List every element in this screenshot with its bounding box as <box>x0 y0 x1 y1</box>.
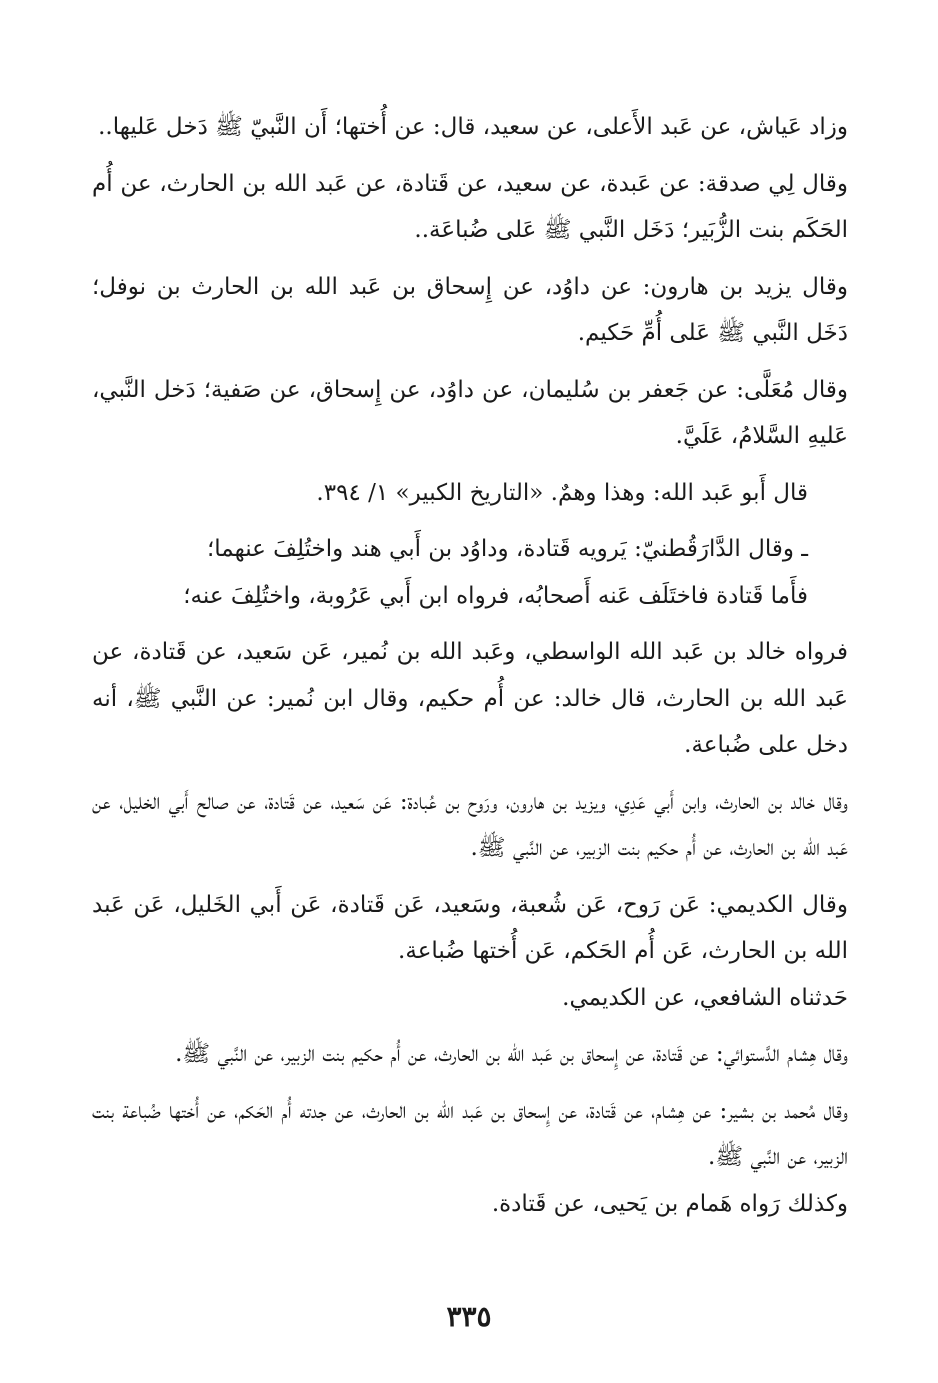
paragraph <box>92 1088 848 1228</box>
paragraph <box>92 882 848 1022</box>
paragraph-text: وقال يزيد بن هارون: عن داوُد، عن إِسحاق بن عَبد الله بن الحارث بن نوفل؛ دَخَل النَّبي ﷺ عَلى أُمِّ حَكيم. <box>92 273 848 346</box>
paragraph-text: وقال مُحمد بن بشير: عن هِشام، عن قَتادة، عن إِسحاق بن عَبد الله بن الحارث، عن جدته أُم الحَكم، عن أُختها ضُباعة بنت الزبير، عن النَّبي ﷺ. <box>92 1097 848 1170</box>
paragraph-text: ـ وقال الدَّارَقُطنيّ: يَرويه قَتادة، وداوُد بن أَبي هند واختُلِفَ عنهما؛ <box>206 536 808 562</box>
paragraph <box>92 367 848 460</box>
paragraph-text: وقال خالد بن الحارث، وابن أَبي عَدِي، ويزيد بن هارون، ورَوح بن عُبادة: عَن سَعيد، عن قَتادة، عن صالح أَبي الخليل، عن عَبد الله بن الحارث، عن أُم حكيم بنت الزبير، عن النَّبي ﷺ. <box>92 788 848 861</box>
paragraph-text: وقال هِشام الدَّستوائي: عن قَتادة، عن إِسحاق بن عَبد الله بن الحارث، عن أُم حكيم بنت الزبير، عن النَّبي ﷺ. <box>175 1041 848 1067</box>
paragraph <box>92 264 848 357</box>
paragraph <box>92 1031 848 1078</box>
paragraph-text: وقال لِي صدقة: عن عَبدة، عن سعيد، عن قَتادة، عن عَبد الله بن الحارث، عن أُم الحَكَم بنت الزُّبَير؛ دَخَل النَّبي ﷺ عَلى ضُباعَة.. <box>92 170 848 243</box>
paragraph <box>92 104 848 151</box>
body-text <box>92 104 848 1237</box>
paragraph <box>92 779 848 872</box>
paragraph-text: فرواه خالد بن عَبد الله الواسطي، وعَبد الله بن نُمير، عَن سَعيد، عن قَتادة، عن عَبد الله بن الحارث، قال خالد: عن أُم حكيم، وقال ابن نُمير: عن النَّبي ﷺ، أنه دخل على ضُباعة. <box>92 639 848 758</box>
paragraph-text: وقال الكديمي: عَن رَوح، عَن شُعبة، وسَعيد، عَن قَتادة، عَن أَبي الخَليل، عَن عَبد الله بن الحارث، عَن أُم الحَكم، عَن أُختها ضُباعة. <box>92 891 848 964</box>
paragraph-text: وزاد عَياش، عن عَبد الأَعلى، عن سعيد، قال: عن أُختها؛ أَن النَّبيّ ﷺ دَخل عَليها.. <box>98 114 848 140</box>
paragraph-text: وكذلك رَواه هَمام بن يَحيى، عن قَتادة. <box>491 1190 848 1217</box>
paragraph <box>92 629 848 769</box>
paragraph-text: وقال مُعَلَّى: عن جَعفر بن سُليمان، عن داوُد، عن إِسحاق، عن صَفية؛ دَخل النَّبي، عَليهِ السَّلامُ، عَلَيَّ. <box>92 376 848 449</box>
paragraph-text: قال أَبو عَبد الله: وهذا وهمٌ. «التاريخ الكبير» ١/ ٣٩٤. <box>316 479 808 506</box>
paragraph <box>92 526 848 619</box>
paragraph <box>92 470 848 517</box>
paragraph-text: حَدثناه الشافعي، عن الكديمي. <box>562 984 848 1011</box>
page-number: ٣٣٥ <box>446 1300 492 1333</box>
paragraph-text: فأَما قَتادة فاختَلَف عَنه أَصحابُه، فرواه ابن أَبي عَرُوبة، واختُلِفَ عنه؛ <box>183 582 808 609</box>
paragraph <box>92 161 848 254</box>
